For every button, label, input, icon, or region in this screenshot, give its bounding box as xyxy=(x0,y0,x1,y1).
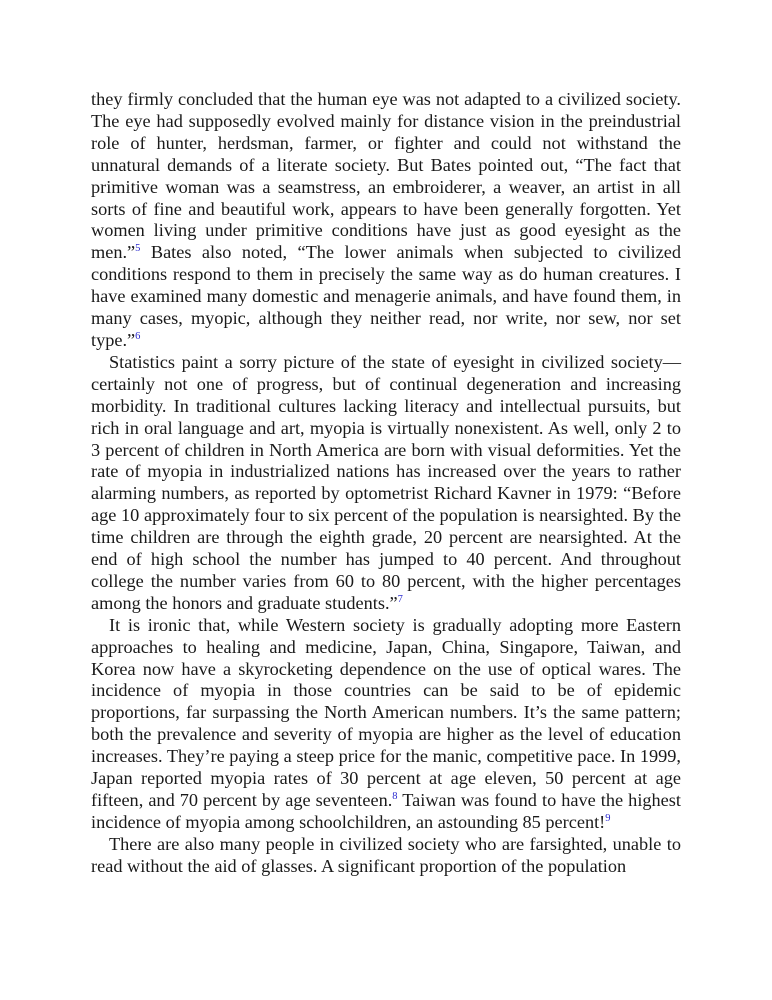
footnote-ref-7[interactable]: 7 xyxy=(397,593,403,605)
text-segment: Taiwan was found to have the highest incidence of myopia among schoolchildren, an astounding 85 percent! xyxy=(91,790,681,832)
paragraph xyxy=(91,615,681,834)
text-segment: It is ironic that, while Western society is gradually adopting more Eastern approaches to healing and medicine, Japan, China, Singapore, Taiwan, and Korea now have a skyrocketing dependence on the use of optical wares. The incidence of myopia in those countries can be said to be of epidemic proportions, far surpassing the North American numbers. It’s the same pattern; both the prevalence and severity of myopia are higher as the level of education increases. They’re paying a steep price for the manic, competitive pace. In 1999, Japan reported myopia rates of 30 percent at age eleven, 50 percent at age fifteen, and 70 percent by age seventeen. xyxy=(91,614,681,810)
text-segment: Statistics paint a sorry picture of the state of eyesight in civilized society—certainly not one of progress, but of continual degeneration and increasing morbidity. In traditional cultures lacking literacy and intellectual pursuits, but rich in oral language and art, myopia is virtually nonexistent. As well, only 2 to 3 percent of children in North America are born with visual deformities. Yet the rate of myopia in industrialized nations has increased over the years to rather alarming numbers, as reported by optometrist Richard Kavner in 1979: “Before age 10 approximately four to six percent of the population is nearsighted. By the time children are through the eighth grade, 20 percent are nearsighted. At the end of high school the number has jumped to 40 percent. And throughout college the number varies from 60 to 80 percent, with the higher percentages among the honors and graduate students.” xyxy=(91,351,681,613)
footnote-ref-9[interactable]: 9 xyxy=(605,812,611,824)
footnote-ref-8[interactable]: 8 xyxy=(392,790,398,802)
page-body xyxy=(91,89,681,878)
text-segment: they firmly concluded that the human eye was not adapted to a civilized society. The eye had supposedly evolved mainly for distance vision in the preindustrial role of hunter, herdsman, farmer, or fighter and could not withstand the unnatural demands of a literate society. But Bates pointed out, “The fact that primitive woman was a seamstress, an embroiderer, a weaver, an artist in all sorts of fine and beautiful work, appears to have been generally forgotten. Yet women living under primitive conditions have just as good eyesight as the men.” xyxy=(91,89,681,263)
text-segment: Bates also noted, “The lower animals when subjected to civilized conditions respond to them in precisely the same way as do human creatures. I have examined many domestic and menagerie animals, and have found them, in many cases, myopic, although they neither read, nor write, nor sew, nor set type.” xyxy=(91,242,681,350)
paragraph xyxy=(91,89,681,352)
paragraph xyxy=(91,352,681,615)
text-segment: There are also many people in civilized society who are farsighted, unable to read without the aid of glasses. A significant proportion of the population xyxy=(91,833,681,876)
footnote-ref-5[interactable]: 5 xyxy=(135,243,141,255)
paragraph xyxy=(91,834,681,878)
footnote-ref-6[interactable]: 6 xyxy=(135,330,141,342)
